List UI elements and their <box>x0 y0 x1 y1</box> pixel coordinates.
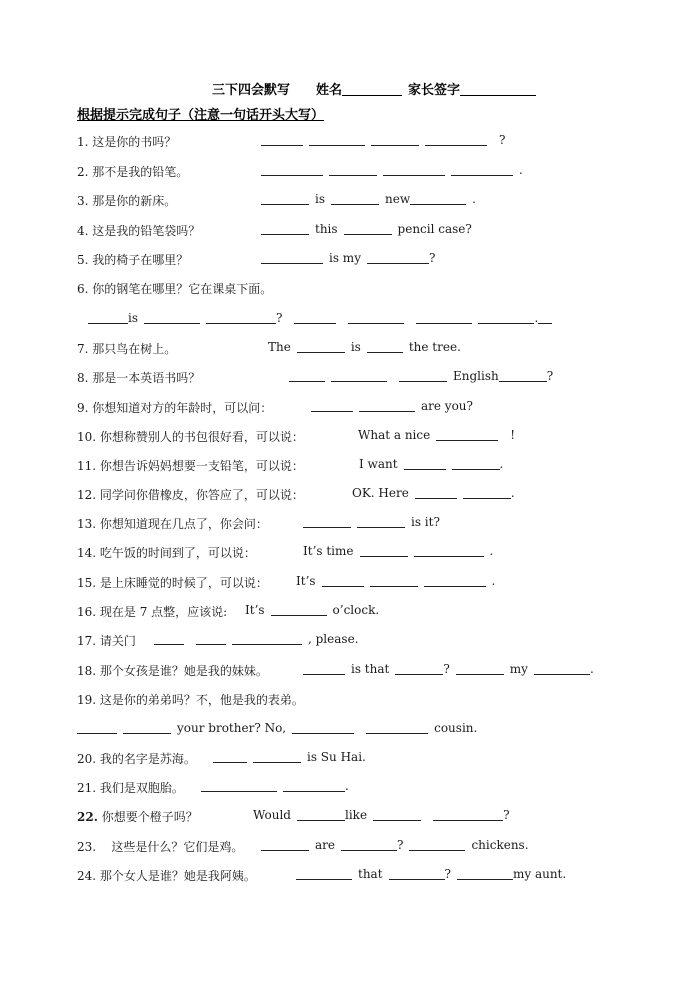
question-number: 20. <box>77 752 97 766</box>
answer-line <box>261 838 529 852</box>
answer-line <box>303 515 440 529</box>
word: Would <box>253 808 291 822</box>
question-number: 17. <box>77 634 97 648</box>
question-6 <box>77 280 272 297</box>
blank[interactable] <box>424 574 486 587</box>
word: ? <box>503 808 510 822</box>
question-prompt: 你的钢笔在哪里？它在课桌下面。 <box>92 282 273 296</box>
question-number: 2. <box>77 165 89 179</box>
question-7 <box>77 340 461 357</box>
question-17 <box>77 632 359 649</box>
question-prompt: 那只鸟在树上。 <box>92 342 177 356</box>
question-number: 18. <box>77 664 97 678</box>
question-20 <box>77 750 366 767</box>
blank[interactable] <box>261 163 323 176</box>
blank[interactable] <box>303 515 351 528</box>
word: is my <box>329 251 361 265</box>
blank[interactable] <box>357 515 405 528</box>
signature-blank[interactable] <box>460 82 536 96</box>
blank[interactable] <box>383 163 445 176</box>
blank[interactable] <box>463 486 511 499</box>
blank[interactable] <box>292 721 354 734</box>
blank[interactable] <box>371 133 419 146</box>
blank[interactable] <box>213 750 247 763</box>
word: is that <box>351 662 390 676</box>
blank[interactable] <box>452 457 500 470</box>
question-number: 15. <box>77 576 97 590</box>
question-24 <box>77 867 567 884</box>
answer-line <box>268 340 461 354</box>
word: . <box>519 163 523 177</box>
word: The <box>268 340 291 354</box>
word: ? <box>499 133 506 147</box>
question-5 <box>77 251 436 268</box>
blank[interactable] <box>370 574 418 587</box>
question-number: 6. <box>77 282 89 296</box>
blank[interactable] <box>409 838 465 851</box>
blank[interactable] <box>433 808 503 821</box>
question-2 <box>77 163 523 180</box>
answer-line <box>261 251 435 265</box>
word: o’clock. <box>332 603 380 617</box>
word: It’s time <box>303 544 354 558</box>
question-prompt: 那个女人是谁？她是我阿姨。 <box>99 869 256 883</box>
question-number: 22. <box>77 810 98 824</box>
word: I want <box>359 457 398 471</box>
blank[interactable] <box>322 574 364 587</box>
blank[interactable] <box>283 779 345 792</box>
question-prompt: 我的名字是苏海。 <box>99 752 196 766</box>
blank[interactable] <box>206 311 276 324</box>
blank[interactable] <box>456 662 504 675</box>
answer-line <box>358 428 515 442</box>
blank[interactable] <box>261 251 323 264</box>
answer-line <box>296 574 495 588</box>
question-3 <box>77 192 476 209</box>
word: ? <box>443 662 450 676</box>
question-prompt: 你想要个橙子吗？ <box>101 810 198 824</box>
question-15 <box>77 574 496 591</box>
word: ? <box>428 251 436 265</box>
answer-line <box>289 369 553 383</box>
word: It’s <box>296 574 316 588</box>
word: new <box>385 192 411 206</box>
word: ! <box>510 428 516 442</box>
word: the tree. <box>408 340 461 354</box>
question-prompt: 我们是双胞胎。 <box>99 781 184 795</box>
blank[interactable] <box>303 662 345 675</box>
question-number: 12. <box>77 488 97 502</box>
answer-line <box>245 603 379 617</box>
word: OK. Here <box>352 486 409 500</box>
blank[interactable] <box>253 750 301 763</box>
word: English <box>453 369 499 383</box>
question-prompt: 你想称赞别人的书包很好看，可以说： <box>99 430 304 444</box>
blank[interactable] <box>331 369 387 382</box>
blank[interactable] <box>404 457 446 470</box>
question-number: 23. <box>77 840 97 854</box>
question-prompt: 那是一本英语书吗？ <box>92 371 201 385</box>
word: . <box>472 192 476 206</box>
question-number: 3. <box>77 194 89 208</box>
worksheet-title: 三下四会默写 <box>212 83 291 98</box>
question-prompt: 这是我的铅笔袋吗？ <box>92 224 201 238</box>
blank[interactable] <box>389 867 445 880</box>
question-12 <box>77 486 515 503</box>
word: chickens. <box>471 838 529 852</box>
blank[interactable] <box>344 222 392 235</box>
answer-line <box>154 632 358 646</box>
question-prompt: 这些是什么？它们是鸡。 <box>111 840 244 854</box>
blank[interactable] <box>123 721 171 734</box>
question-6-answer-line <box>88 311 552 325</box>
word: ? <box>276 311 283 325</box>
blank[interactable] <box>373 808 421 821</box>
question-prompt: 那不是我的铅笔。 <box>92 165 189 179</box>
question-prompt: 是上床睡觉的时候了，可以说： <box>99 576 268 590</box>
blank[interactable] <box>415 486 457 499</box>
blank[interactable] <box>232 632 302 645</box>
blank[interactable] <box>395 662 443 675</box>
word: . <box>589 662 594 676</box>
word: are <box>315 838 335 852</box>
question-22 <box>77 808 510 825</box>
word: is <box>128 311 138 325</box>
blank[interactable] <box>359 399 415 412</box>
answer-line <box>311 399 473 413</box>
question-21 <box>77 779 349 796</box>
word: is <box>350 340 361 354</box>
question-1 <box>77 133 506 150</box>
blank[interactable] <box>144 311 200 324</box>
word: What a nice <box>358 428 431 442</box>
word: ? <box>444 867 451 881</box>
question-10 <box>77 428 516 445</box>
blank[interactable] <box>154 632 184 645</box>
blank[interactable] <box>329 163 377 176</box>
blank[interactable] <box>538 311 552 324</box>
question-number: 7. <box>77 342 89 356</box>
blank[interactable] <box>201 779 277 792</box>
question-19 <box>77 691 304 708</box>
question-prompt: 你想知道现在几点了，你会问： <box>99 517 268 531</box>
blank[interactable] <box>294 311 336 324</box>
blank[interactable] <box>297 808 345 821</box>
question-13 <box>77 515 440 532</box>
word: is it? <box>411 515 440 529</box>
blank[interactable] <box>331 192 379 205</box>
question-18 <box>77 662 594 679</box>
blank[interactable] <box>451 163 513 176</box>
question-prompt: 你想告诉妈妈想要一支铅笔，可以说： <box>99 459 304 473</box>
question-9 <box>77 399 473 416</box>
question-prompt: 这是你的书吗？ <box>92 135 177 149</box>
word: like <box>345 808 368 822</box>
blank[interactable] <box>425 133 487 146</box>
question-prompt: 那是你的新床。 <box>92 194 177 208</box>
blank[interactable] <box>499 369 547 382</box>
blank[interactable] <box>366 721 428 734</box>
word: my aunt. <box>512 867 567 881</box>
question-number: 8. <box>77 371 89 385</box>
instruction: 根据提示完成句子（注意一句话开头大写） <box>77 108 325 123</box>
question-number: 9. <box>77 401 89 415</box>
question-prompt: 这是你的弟弟吗？不，他是我的表弟。 <box>99 693 304 707</box>
answer-line <box>303 544 493 558</box>
blank[interactable] <box>261 222 309 235</box>
question-number: 13. <box>77 517 97 531</box>
word: pencil case? <box>397 222 472 236</box>
question-number: 24. <box>77 869 97 883</box>
blank[interactable] <box>88 311 128 324</box>
word: your brother? No, <box>177 721 287 735</box>
answer-line <box>201 779 349 793</box>
question-prompt: 我的椅子在哪里？ <box>92 253 189 267</box>
blank[interactable] <box>414 544 484 557</box>
blank[interactable] <box>309 133 365 146</box>
word: . <box>510 486 515 500</box>
question-number: 1. <box>77 135 89 149</box>
question-number: 16. <box>77 605 97 619</box>
blank[interactable] <box>399 369 447 382</box>
worksheet-header <box>212 79 536 98</box>
blank[interactable] <box>261 192 309 205</box>
answer-line <box>296 867 566 881</box>
question-number: 5. <box>77 253 89 267</box>
word: , please. <box>308 632 359 646</box>
blank[interactable] <box>534 662 590 675</box>
question-16 <box>77 603 380 620</box>
blank[interactable] <box>457 867 513 880</box>
question-number: 21. <box>77 781 97 795</box>
blank[interactable] <box>271 603 327 616</box>
word: this <box>315 222 338 236</box>
word: ? <box>546 369 554 383</box>
answer-line <box>359 457 503 471</box>
question-number: 14. <box>77 546 97 560</box>
question-prompt: 你想知道对方的年龄时，可以问： <box>92 401 273 415</box>
answer-line <box>352 486 515 500</box>
word: my <box>509 662 528 676</box>
blank[interactable] <box>367 340 403 353</box>
answer-line <box>261 133 505 147</box>
blank[interactable] <box>416 311 472 324</box>
question-11 <box>77 457 504 474</box>
blank[interactable] <box>311 399 353 412</box>
blank[interactable] <box>367 251 429 264</box>
word: is <box>315 192 325 206</box>
answer-line <box>261 192 476 206</box>
blank[interactable] <box>261 133 303 146</box>
word: . <box>345 779 349 793</box>
word: are you? <box>421 399 473 413</box>
answer-line <box>261 163 523 177</box>
word: It’s <box>245 603 265 617</box>
question-prompt: 现在是 7 点整，应该说: <box>99 605 228 619</box>
blank[interactable] <box>77 721 117 734</box>
word: . <box>491 574 496 588</box>
question-prompt: 吃午饭的时间到了，可以说： <box>99 546 256 560</box>
word: . <box>499 457 504 471</box>
question-prompt: 请关门 <box>99 634 136 648</box>
blank[interactable] <box>478 311 534 324</box>
blank[interactable] <box>436 428 498 441</box>
word: cousin. <box>434 721 478 735</box>
question-4 <box>77 222 472 239</box>
word: ? <box>397 838 404 852</box>
signature-label: 家长签字 <box>408 83 461 98</box>
answer-line <box>261 222 472 236</box>
answer-line <box>253 808 510 822</box>
word: . <box>534 311 539 325</box>
blank[interactable] <box>261 838 309 851</box>
answer-line <box>303 662 594 676</box>
question-prompt: 那个女孩是谁？她是我的妹妹。 <box>99 664 268 678</box>
blank[interactable] <box>296 867 352 880</box>
word: that <box>358 867 383 881</box>
word: is Su Hai. <box>307 750 366 764</box>
question-number: 10. <box>77 430 97 444</box>
blank[interactable] <box>360 544 408 557</box>
question-prompt: 同学问你借橡皮，你答应了，可以说： <box>99 488 304 502</box>
question-14 <box>77 544 494 561</box>
question-number: 19. <box>77 693 97 707</box>
question-number: 4. <box>77 224 89 238</box>
blank[interactable] <box>297 340 345 353</box>
blank[interactable] <box>348 311 404 324</box>
blank[interactable] <box>341 838 397 851</box>
answer-line <box>213 750 366 764</box>
blank[interactable] <box>410 192 466 205</box>
blank[interactable] <box>196 632 226 645</box>
question-8 <box>77 369 554 386</box>
question-number: 11. <box>77 459 97 473</box>
name-blank[interactable] <box>342 82 402 96</box>
word: . <box>489 544 494 558</box>
name-label: 姓名 <box>316 83 343 98</box>
question-19-answer-line <box>77 721 477 735</box>
blank[interactable] <box>289 369 325 382</box>
question-23 <box>77 838 529 855</box>
